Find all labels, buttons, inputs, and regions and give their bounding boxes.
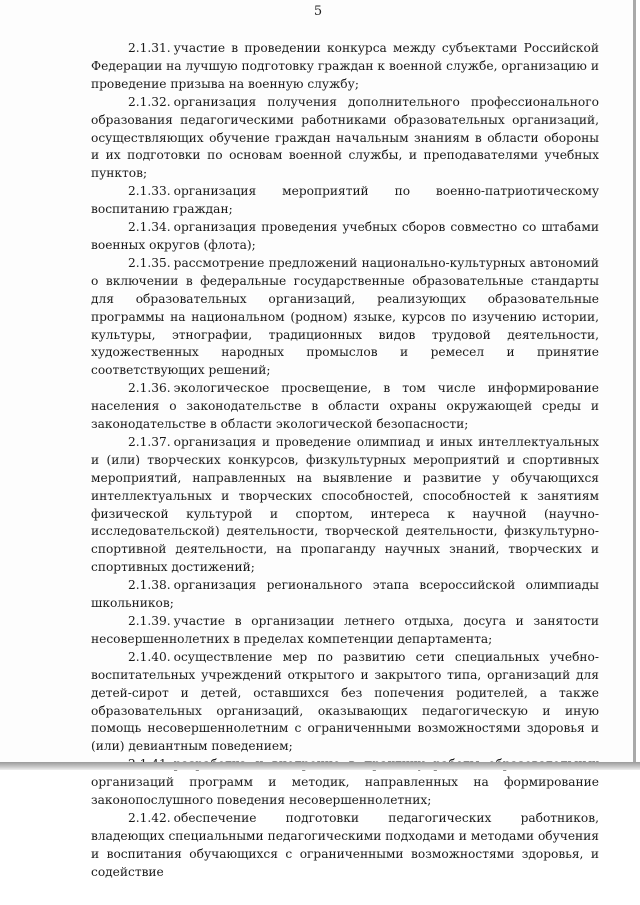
clause-number: 2.1.42. <box>128 810 171 825</box>
clause-2-1-39 <box>91 613 599 649</box>
clause-text: участие в организации летнего отдыха, досуга и занятости несовершеннолетних в пределах компетенции департамента; <box>91 614 599 646</box>
clause-text: осуществление мер по развитию сети специальных учебно-воспитательных учреждений открытого и закрытого типа, организаций для детей-сирот и детей, оставшихся без попечения родителей, а также образовательных организаций, оказывающих педагогическую и иную помощь несовершеннолетним с ограниченными возможностями здоровья и (или) девиантным поведением; <box>91 649 599 754</box>
clause-text: организация регионального этапа всероссийской олимпиады школьников; <box>91 578 599 611</box>
clause-text: рассмотрение предложений национально-культурных автономий о включении в федеральные государственные образовательные стандарты для образовательных организаций, реализующих образовательные программы на национальном (родном) языке, курсов по изучению истории, культуры, этнографии, традиционных видов трудовой деятельности, художественных народных промыслов и ремесел и принятие соответствующих решений; <box>91 255 599 378</box>
clause-text: организаций программ и методик, направленных на формирование законопослушного поведения несовершеннолетних; <box>91 775 599 808</box>
scan-bottom-edge <box>0 762 640 770</box>
clause-2-1-34 <box>91 219 599 255</box>
clause-number: 2.1.38. <box>128 578 171 593</box>
document-body <box>91 40 599 882</box>
clause-number: 2.1.34. <box>128 220 171 235</box>
clause-text: участие в проведении конкурса между субъектами Российской Федерации на лучшую подготовку граждан к военной службе, организацию и проведение призыва на военную службу; <box>91 41 599 91</box>
clause-number: 2.1.31. <box>128 41 171 55</box>
clause-2-1-31 <box>91 40 599 94</box>
clause-text: организация проведения учебных сборов совместно со штабами военных округов (флота); <box>91 220 599 252</box>
clause-number: 2.1.35. <box>128 255 171 270</box>
clause-2-1-35 <box>91 255 599 380</box>
clause-number: 2.1.39. <box>128 614 171 628</box>
clause-number: 2.1.40. <box>128 649 171 664</box>
clause-text: организация мероприятий по военно-патриотическому воспитанию граждан; <box>91 184 599 217</box>
scan-right-edge <box>633 0 636 768</box>
page-number: 5 <box>313 4 323 19</box>
clause-2-1-33 <box>91 183 599 219</box>
clause-number: 2.1.33. <box>128 184 171 199</box>
clause-text: экологическое просвещение, в том числе информирование населения о законодательстве в области охраны окружающей среды и законодательстве в области экологической безопасности; <box>91 381 599 432</box>
clause-number: 2.1.36. <box>128 381 171 396</box>
clause-2-1-38 <box>91 577 599 613</box>
clause-text: обеспечение подготовки педагогических работников, владеющих специальными педагогическими подходами и методами обучения и воспитания обучающихся с ограниченными возможностями здоровья, и содействие <box>91 810 599 879</box>
clause-2-1-40 <box>91 649 599 756</box>
clause-number: 2.1.37. <box>128 434 171 449</box>
clause-2-1-36 <box>91 380 599 434</box>
clause-number: 2.1.32. <box>128 94 171 109</box>
clause-text: организация и проведение олимпиад и иных интеллектуальных и (или) творческих конкурсов, физкультурных мероприятий и спортивных мероприятий, направленных на выявление и развитие у обучающихся интеллектуальных и творческих способностей, способностей к занятиям физической культурой и спортом, интереса к научной (научно-исследовательской) деятельности, творческой деятельности, физкультурно-спортивной деятельности, на пропаганду научных знаний, творческих и спортивных достижений; <box>91 434 599 575</box>
clause-2-1-42 <box>91 810 599 882</box>
clause-2-1-37 <box>91 434 599 577</box>
clause-2-1-32 <box>91 94 599 184</box>
clause-text: организация получения дополнительного профессионального образования педагогическими работниками образовательных организаций, осуществляющих обучение граждан начальным знаниям в области обороны и их подготовки по основам военной службы, и преподавателями учебных пунктов; <box>91 94 599 181</box>
